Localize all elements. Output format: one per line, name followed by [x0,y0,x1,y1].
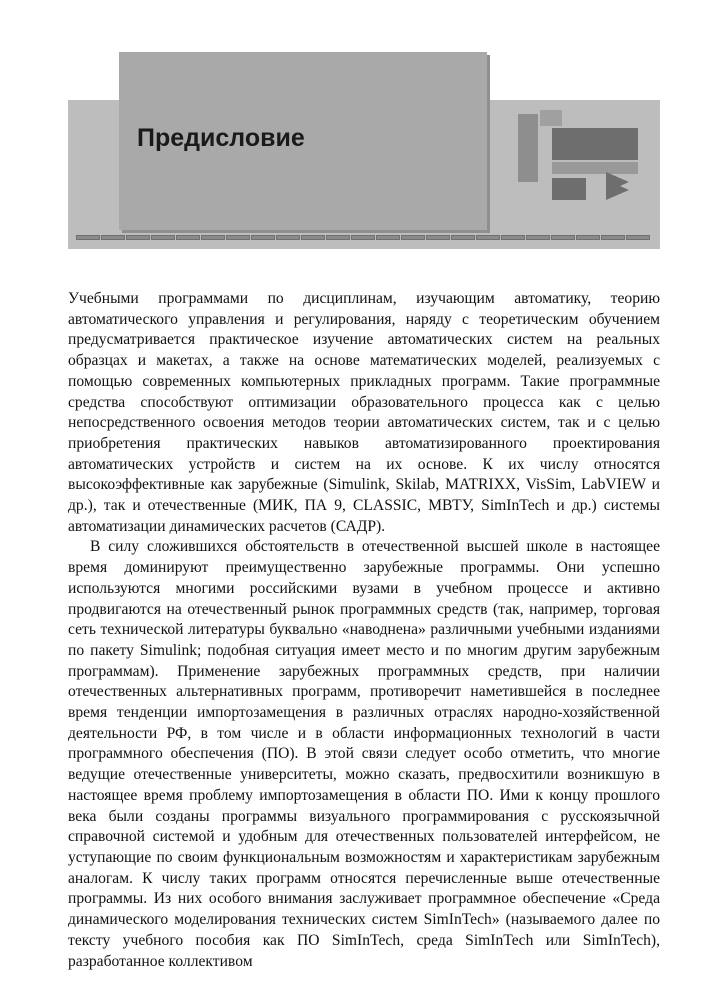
paragraph-1: Учебными программами по дисциплинам, изучающим автоматику, теорию автоматического управления и регулирования, наряду с теоретическим обучением предусматривается практическое изучение автоматических систем на реальных образцах и макетах, а также на основе математических моделей, реализуемых с помощью современных компьютерных прикладных программ. Такие программные средства способствуют оптимизации образовательного процесса как с целью непосредственного освоения методов теории автоматических систем, так и с целью приобретения практических навыков автоматизированного проектирования автоматических устройств и систем на их основе. К их числу относятся высокоэффективные как зарубежные (Simulink, Skilab, MATRIXX, VisSim, LabVIEW и др.), так и отечественные (МИК, ПА 9, CLASSIC, МВТУ, SimInTech и др.) системы автоматизации динамических расчетов (САДР). [68,290,660,535]
paragraph-2: В силу сложившихся обстоятельств в отечественной высшей школе в настоящее время доминируют преимущественно зарубежные программы. Они успешно используются многими российскими вузами в учебном процессе и активно продвигаются на отечественный рынок программных средств (так, например, торговая сеть технической литературы буквально «наводнена» различными учебными изданиями по пакету Simulink; подобная ситуация имеет место и по многим другим зарубежным программам). Применение зарубежных программных средств, при наличии отечественных альтернативных программ, противоречит наметившейся в последнее время тенденции импортозамещения в различных отраслях народно-хозяйственной деятельности РФ, в том числе и в области информационных технологий в части программного обеспечения (ПО). В этой связи следует особо отметить, что многие ведущие отечественные университеты, можно сказать, предвосхитили возникшую в настоящее время проблему импортозамещения в области ПО. Ими к концу прошлого века были созданы программы визуального программирования с русскоязычной справочной системой и удобным для отечественных пользователей интерфейсом, не уступающие по своим функциональным возможностям и характеристикам зарубежным аналогам. К числу таких программ относятся перечисленные выше отечественные программы. Из них особого внимания заслуживает программное обеспечение «Среда динамического моделирования технических систем SimInTech» (называемого далее по тексту учебного пособия как ПО SimInTech, среда SimInTech или SimInTech), разработанное коллективом [68,538,660,970]
header-dash-stripe [68,233,660,243]
ornament-bar-left [518,114,538,182]
chapter-title: Предисловие [137,124,305,152]
body-text [68,289,660,972]
decorative-ornament [510,100,660,235]
ornament-block-mid [552,162,638,174]
ornament-block-dark [552,128,638,160]
ornament-block-small [552,178,586,200]
ornament-block-top [540,110,562,126]
